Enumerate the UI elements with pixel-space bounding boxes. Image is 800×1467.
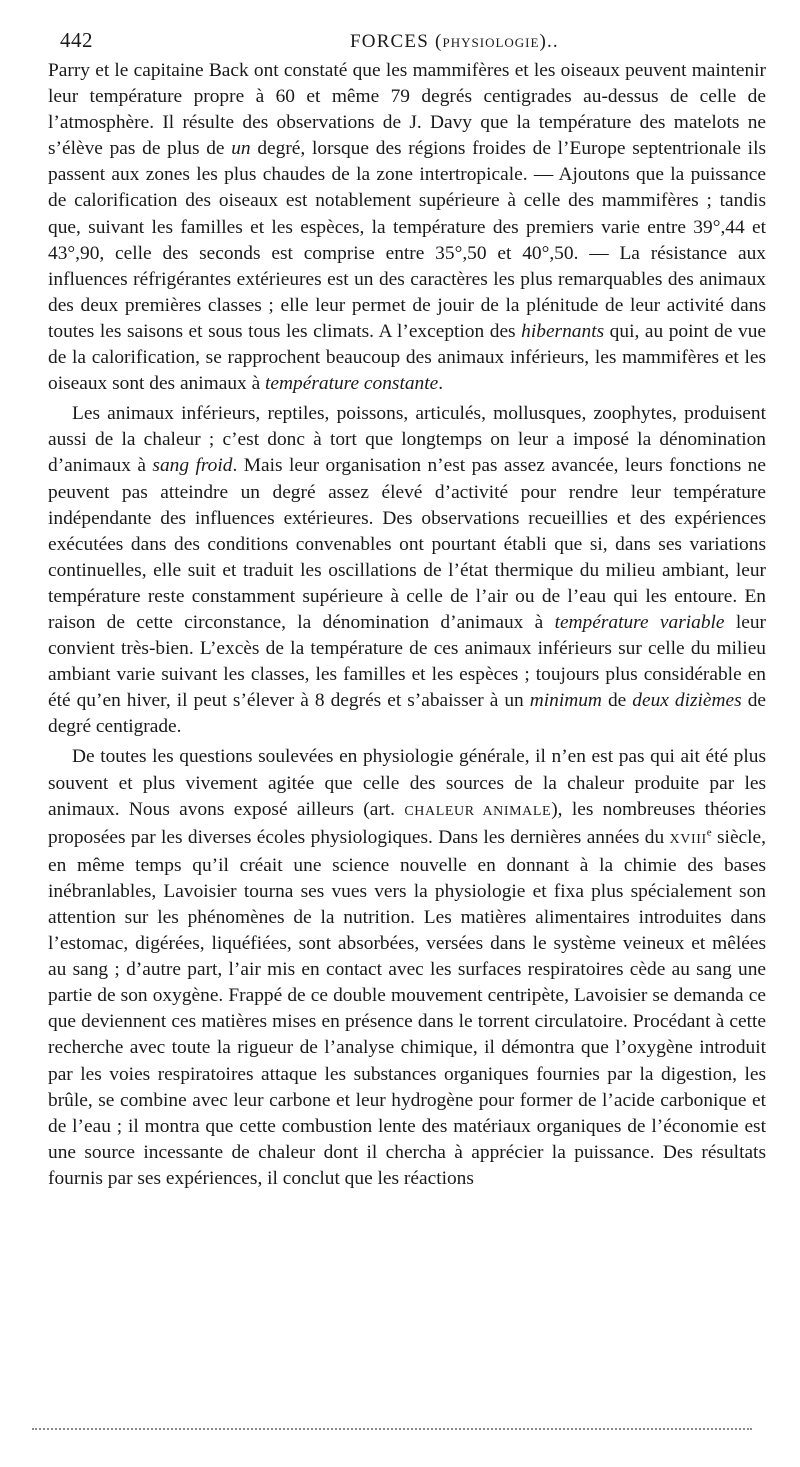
paragraph-2-text-b: . Mais leur organisation n’est pas assez avancée, leurs fonctions ne peuvent pas atteindre un degré assez élevé d’activité pour rendre leur température indépendante des influences extérieures. Des observations recueillies et des expériences exécutées dans des conditions convenables ont pourtant établi que si, dans ses variations continuelles, elle suit et traduit les oscillations de l’état thermique du milieu ambiant, leur température reste constamment supérieure à celle de l’air ou de l’eau qui les entoure. En raison de cette circonstance, la dénomination d’animaux à bbox=[48, 455, 766, 633]
paragraph-2-text-d: de bbox=[601, 690, 633, 712]
footer-dotted-rule bbox=[32, 1428, 752, 1430]
paragraph-2-text-a: Les animaux inférieurs, reptiles, poissons, articulés, mollusques, zoophytes, produisent aussi de la chaleur ; c’est donc à tort que longtemps on leur a imposé la dénomination d’animaux à bbox=[48, 403, 766, 477]
running-head bbox=[350, 31, 559, 53]
paragraph-2-text-e: de degré centigrade. bbox=[48, 690, 767, 738]
page-header bbox=[54, 28, 766, 62]
cross-reference-chaleur-animale: CHALEUR ANIMALE bbox=[404, 803, 552, 819]
running-head-title: FORCES bbox=[350, 31, 430, 52]
page-number: 442 bbox=[60, 28, 93, 52]
paragraph-1-text-c: qui, au point de vue de la calorification, se rapprochent beaucoup des animaux inférieurs, les mammifères et les oiseaux sont des animaux à bbox=[48, 320, 767, 395]
century-superscript: e bbox=[706, 826, 712, 839]
paragraph-2 bbox=[48, 401, 766, 740]
emphasis-deux-diziemes: deux dizièmes bbox=[632, 690, 742, 712]
emphasis-un: un bbox=[231, 138, 251, 160]
paragraph-1 bbox=[48, 58, 766, 397]
emphasis-temperature-constante: température constante bbox=[265, 373, 439, 395]
emphasis-sang-froid: sang froid bbox=[152, 455, 233, 477]
paragraph-1-text-b: degré, lorsque des régions froides de l’Europe septentrionale ils passent aux zones les plus chaudes de la zone intertropicale. — Ajoutons que la puissance de calorification des oiseaux est notablement supérieure à celle des mammifères ; tandis que, suivant les familles et les espèces, la température des premiers varie entre 39°,44 et 43°,90, celle des seconds est comprise entre 35°,50 et 40°,50. — La résistance aux influences réfrigérantes extérieures est un des caractères les plus remarquables des animaux des deux premières classes ; elle leur permet de jouir de la plénitude de leur activité dans toutes les saisons et sous tous les climats. A l’exception des bbox=[48, 138, 766, 342]
body-text bbox=[48, 58, 766, 1192]
paragraph-3 bbox=[48, 744, 766, 1192]
emphasis-minimum: minimum bbox=[529, 690, 602, 712]
paragraph-3-text-b: ), les nombreuses théories proposées par les diverses écoles physiologiques. Dans les dernières années du bbox=[48, 798, 766, 848]
running-head-subtitle: PHYSIOLOGIE bbox=[442, 35, 540, 50]
paragraph-2-text-c: leur convient très-bien. L’excès de la température de ces animaux inférieurs sur celle du milieu ambiant varie suivant les classes, les familles et les espèces ; toujours plus considérable en été qu’en hiver, il peut s’élever à 8 degrés et s’abaisser à un bbox=[48, 611, 766, 712]
running-head-close-paren: ).. bbox=[539, 31, 559, 52]
running-head-open-paren: ( bbox=[434, 31, 443, 52]
paragraph-3-text-c: siècle, en même temps qu’il créait une science nouvelle en donnant à la chimie des bases inébranlables, Lavoisier tourna ses vues vers la physiologie et fixa plus spécialement son attention sur les phénomènes de la nutrition. Les matières alimentaires introduites dans l’estomac, digérées, liquéfiées, sont absorbées, versées dans le système veineux et mêlées au sang ; d’autre part, l’air mis en contact avec les surfaces respiratoires cède au sang une partie de son oxygène. Frappé de ce double mouvement centripète, Lavoisier se demanda ce que deviennent ces matières mises en présence dans le torrent circulatoire. Procédant à cette recherche avec toute la rigueur de l’analyse chimique, il démontra que l’oxygène introduit par les voies respiratoires attaque les substances organiques fournies par la digestion, les brûle, se combine avec leur carbone et leur hydrogène pour former de l’acide carbonique et de l’eau ; il montra que cette combustion lente des matériaux organiques de l’économie est une source incessante de chaleur dont il chercha à apprécier la puissance. Des résultats fournis par ses expériences, il conclut que les réactions bbox=[48, 826, 766, 1189]
emphasis-hibernants: hibernants bbox=[521, 320, 605, 342]
paragraph-3-text-a: De toutes les questions soulevées en physiologie générale, il n’en est pas qui ait été plus souvent et plus vivement agitée que celle des sources de la chaleur produite par les animaux. Nous avons exposé ailleurs (art. bbox=[48, 746, 766, 820]
paragraph-1-text-a: Parry et le capitaine Back ont constaté que les mammifères et les oiseaux peuvent maintenir leur température propre à 60 et même 79 degrés centigrades au-dessus de celle de l’atmosphère. Il résulte des observations de J. Davy que la température des matelots ne s’élève pas de plus de bbox=[48, 60, 766, 160]
century-numeral: XVIII bbox=[669, 831, 707, 847]
emphasis-temperature-variable: température variable bbox=[554, 611, 725, 633]
paragraph-1-text-d: . bbox=[438, 373, 444, 395]
